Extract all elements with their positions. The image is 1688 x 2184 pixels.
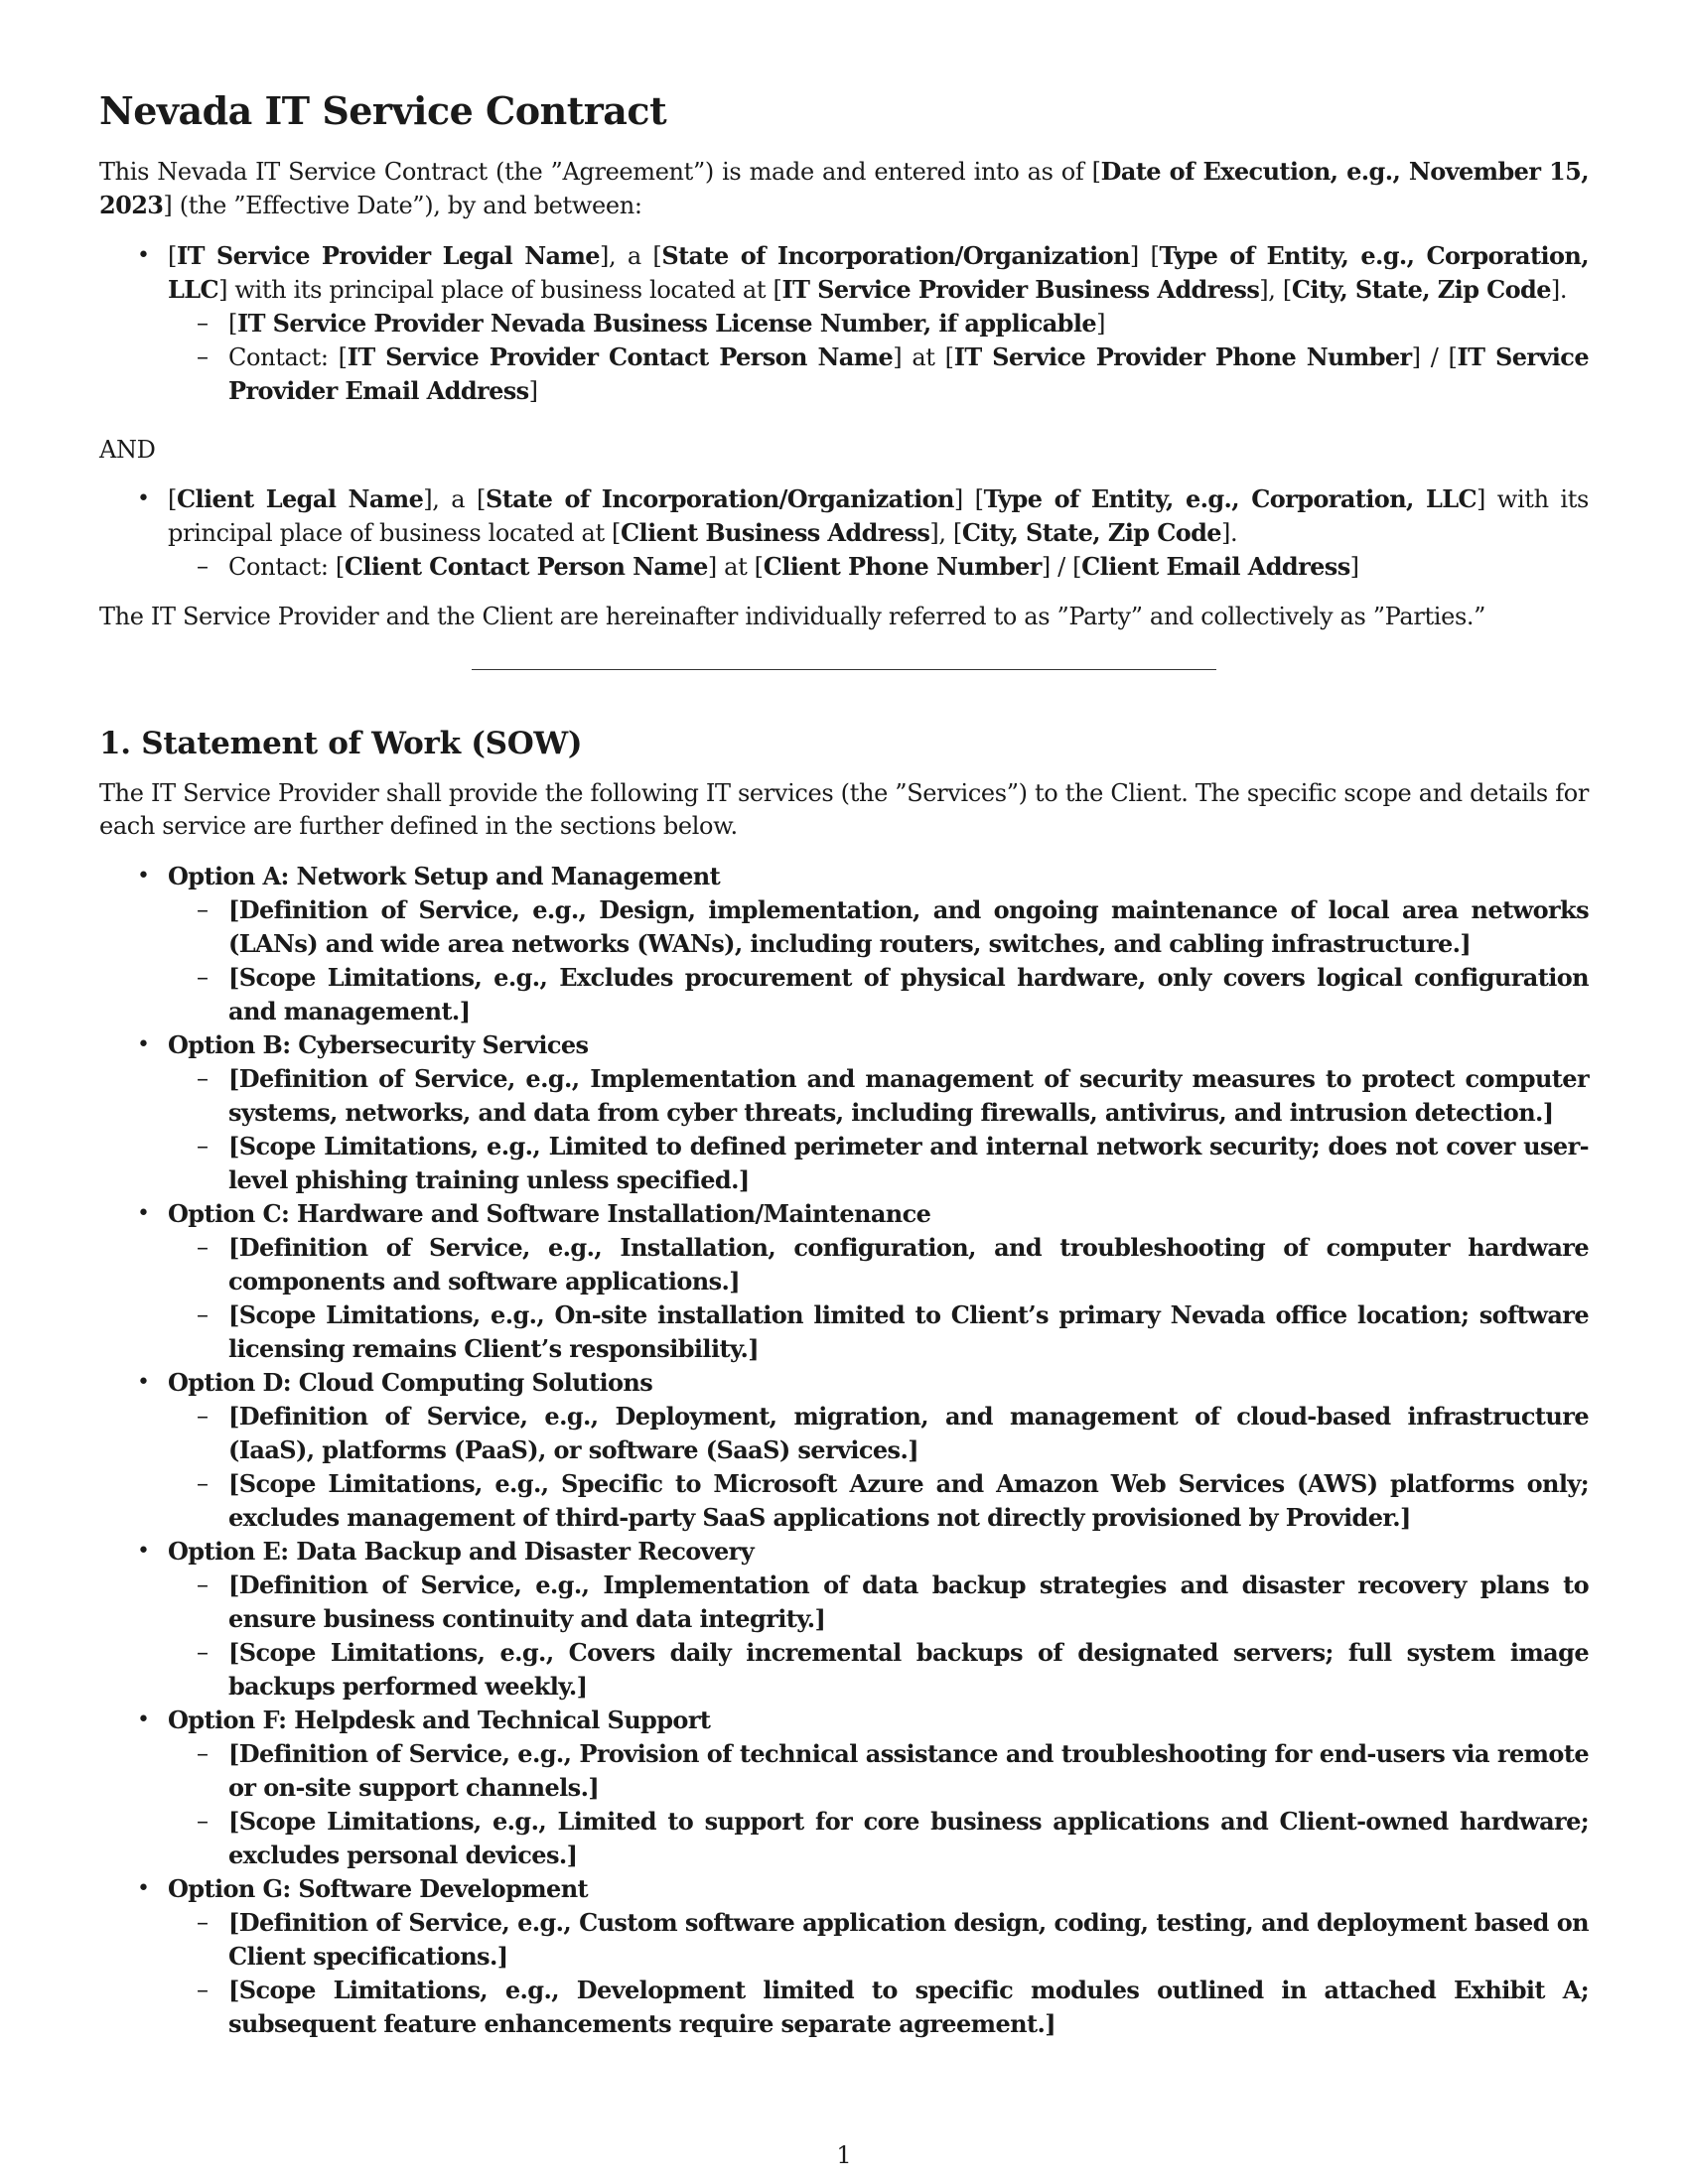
option-title: Option E: Data Backup and Disaster Recovery [168,1537,755,1566]
scope-text: [Scope Limitations, e.g., Limited to defined perimeter and internal network security; does not cover user-level phishing training unless specified.] [228,1132,1589,1194]
intro-paragraph [99,155,1589,222]
definition-text: [Definition of Service, e.g., Implementation of data backup strategies and disaster recovery plans to ensure business continuity and data integrity.] [228,1570,1589,1633]
text-fragment: ], a [ [599,242,662,270]
text-fragment: ]. [1220,519,1238,547]
option-details [168,1737,1589,1872]
client-email: Client Email Address [1081,552,1350,581]
provider-license: IT Service Provider Nevada Business License Number, if applicable [237,309,1097,338]
option-definition [168,1906,1589,1974]
option-definition [168,1400,1589,1467]
definition-text: [Definition of Service, e.g., Provision of technical assistance and troubleshooting for end-users via remote or on-site support channels.] [228,1739,1589,1802]
page-number: 1 [836,2141,852,2169]
scope-text: [Scope Limitations, e.g., Excludes procurement of physical hardware, only covers logical configuration and management.] [228,963,1589,1025]
option-title: Option G: Software Development [168,1874,589,1903]
option-scope [168,1974,1589,2041]
text-fragment: ], a [ [423,485,486,513]
client-list [99,482,1589,584]
client-state: State of Incorporation/Organization [485,484,954,513]
service-option [99,1028,1589,1197]
option-scope [168,961,1589,1028]
date-placeholder: Date of Execution, e.g., November 15, 2023 [99,157,1590,219]
text-fragment: ] / [ [1411,343,1458,371]
client-contact-name: Client Contact Person Name [344,552,708,581]
service-options-list [99,860,1589,2041]
service-option [99,1872,1589,2041]
option-title: Option D: Cloud Computing Solutions [168,1368,653,1397]
client-address: Client Business Address [621,518,930,547]
provider-phone: IT Service Provider Phone Number [953,342,1412,371]
document-title: Nevada IT Service Contract [99,88,667,133]
client-entity-type: Type of Entity, e.g., Corporation, LLC [983,484,1477,513]
option-scope [168,1298,1589,1366]
option-definition [168,1062,1589,1130]
option-title: Option F: Helpdesk and Technical Support [168,1706,711,1734]
option-details [168,1400,1589,1535]
provider-state: State of Incorporation/Organization [661,241,1130,270]
service-option [99,860,1589,1028]
definition-text: [Definition of Service, e.g., Implementation and management of security measures to protect computer systems, networks, and data from cyber threats, including firewalls, antivirus, and intrusion detection.] [228,1064,1589,1127]
definition-text: [Definition of Service, e.g., Deployment, migration, and management of cloud-based infrastructure (IaaS), platforms (PaaS), or software (SaaS) services.] [228,1402,1589,1464]
text-fragment: ], [ [929,519,962,547]
scope-text: [Scope Limitations, e.g., On-site installation limited to Client’s primary Nevada office location; software licensing remains Client’s responsibility.] [228,1300,1589,1363]
provider-entity-type: Type of Entity, e.g., Corporation, LLC [168,241,1590,304]
provider-email: IT Service Provider Email Address [228,342,1589,405]
scope-text: [Scope Limitations, e.g., Covers daily incremental backups of designated servers; full system image backups performed weekly.] [228,1638,1589,1701]
provider-legal-name: IT Service Provider Legal Name [177,241,600,270]
text-fragment: ] at [ [893,343,954,371]
section-intro: The IT Service Provider shall provide the following IT services (the ”Services”) to the Client. The specific scope and details for each service are further defined in the sections below. [99,779,1589,840]
scope-text: [Scope Limitations, e.g., Limited to support for core business applications and Client-owned hardware; excludes personal devices.] [228,1807,1589,1869]
client-city-state-zip: City, State, Zip Code [961,518,1221,547]
service-option [99,1197,1589,1366]
option-definition [168,1737,1589,1805]
text-fragment: ] with its principal place of business located at [ [218,276,782,304]
text-fragment: ] with its principal place of business located at [ [168,485,1589,547]
client-phone: Client Phone Number [763,552,1042,581]
text-fragment: ] [ [1129,242,1160,270]
text-fragment: ]. [1550,276,1568,304]
option-definition [168,893,1589,961]
option-scope [168,1467,1589,1535]
definition-text: [Definition of Service, e.g., Custom software application design, coding, testing, and deployment based on Client specifications.] [228,1908,1589,1971]
service-option [99,1704,1589,1872]
text-fragment: ] at [ [707,553,764,581]
scope-text: [Scope Limitations, e.g., Development limited to specific modules outlined in attached Exhibit A; subsequent feature enhancements require separate agreement.] [228,1976,1589,2038]
provider-item: • [IT Service Provider Legal Name], a [State of Incorporation/Organization] [Type of Entity, e.g., Corporation, LLC] with its principal place of business located at [IT Service Provider Business Address], [City, State, Zip Code]. – [IT Service Provider Nevada Business License Number, if applicable] – Contact: [IT Service Provider Contact Person Name] at [IT Service Provider Phone Number] / [IT Service Provider Email Address] [99,239,1589,408]
parties-paragraph: The IT Service Provider and the Client are hereinafter individually referred to as ”Party” and collectively as ”Parties.” [99,603,1486,630]
option-title: Option B: Cybersecurity Services [168,1030,589,1059]
section-heading: 1. Statement of Work (SOW) [99,726,583,761]
option-scope [168,1805,1589,1872]
contact-label: Contact: [ [228,343,348,371]
client-item: • [Client Legal Name], a [State of Incorporation/Organization] [Type of Entity, e.g., Corporation, LLC] with its principal place of business located at [Client Business Address], [City, State, Zip Code]. – Contact: [Client Contact Person Name] at [Client Phone Number] / [Client Email Address] [99,482,1589,584]
provider-city-state-zip: City, State, Zip Code [1291,275,1551,304]
option-details [168,1906,1589,2041]
provider-license-item: – [IT Service Provider Nevada Business License Number, if applicable] [168,307,1589,341]
option-details [168,893,1589,1028]
intro-text-end: ] (the ”Effective Date”), by and between: [163,192,642,219]
provider-contact-item: – Contact: [IT Service Provider Contact Person Name] at [IT Service Provider Phone Number] / [IT Service Provider Email Address] [168,341,1589,408]
client-details [168,550,1589,584]
client-legal-name: Client Legal Name [177,484,424,513]
section-divider [472,669,1216,670]
provider-details [168,307,1589,408]
service-option [99,1535,1589,1704]
scope-text: [Scope Limitations, e.g., Specific to Microsoft Azure and Amazon Web Services (AWS) platforms only; excludes management of third-party SaaS applications not directly provisioned by Provider.] [228,1469,1589,1532]
client-contact-item: – Contact: [Client Contact Person Name] at [Client Phone Number] / [Client Email Address] [168,550,1589,584]
text-fragment: ] [ [953,485,984,513]
intro-text: This Nevada IT Service Contract (the ”Agreement”) is made and entered into as of [ [99,158,1101,186]
option-definition [168,1569,1589,1636]
and-label: AND [99,436,156,464]
contact-label: Contact: [ [228,553,345,581]
option-scope [168,1636,1589,1704]
text-fragment: ], [ [1259,276,1292,304]
option-title: Option C: Hardware and Software Installation/Maintenance [168,1199,931,1228]
text-fragment: ] / [ [1041,553,1082,581]
option-scope [168,1130,1589,1197]
provider-address: IT Service Provider Business Address [781,275,1260,304]
definition-text: [Definition of Service, e.g., Design, implementation, and ongoing maintenance of local area networks (LANs) and wide area networks (WANs), including routers, switches, and cabling infrastructure.] [228,895,1589,958]
option-definition [168,1231,1589,1298]
provider-list [99,239,1589,408]
service-option [99,1366,1589,1535]
provider-contact-name: IT Service Provider Contact Person Name [347,342,894,371]
option-title: Option A: Network Setup and Management [168,862,721,890]
option-details [168,1569,1589,1704]
option-details [168,1062,1589,1197]
definition-text: [Definition of Service, e.g., Installation, configuration, and troubleshooting of computer hardware components and software applications.] [228,1233,1589,1296]
option-details [168,1231,1589,1366]
